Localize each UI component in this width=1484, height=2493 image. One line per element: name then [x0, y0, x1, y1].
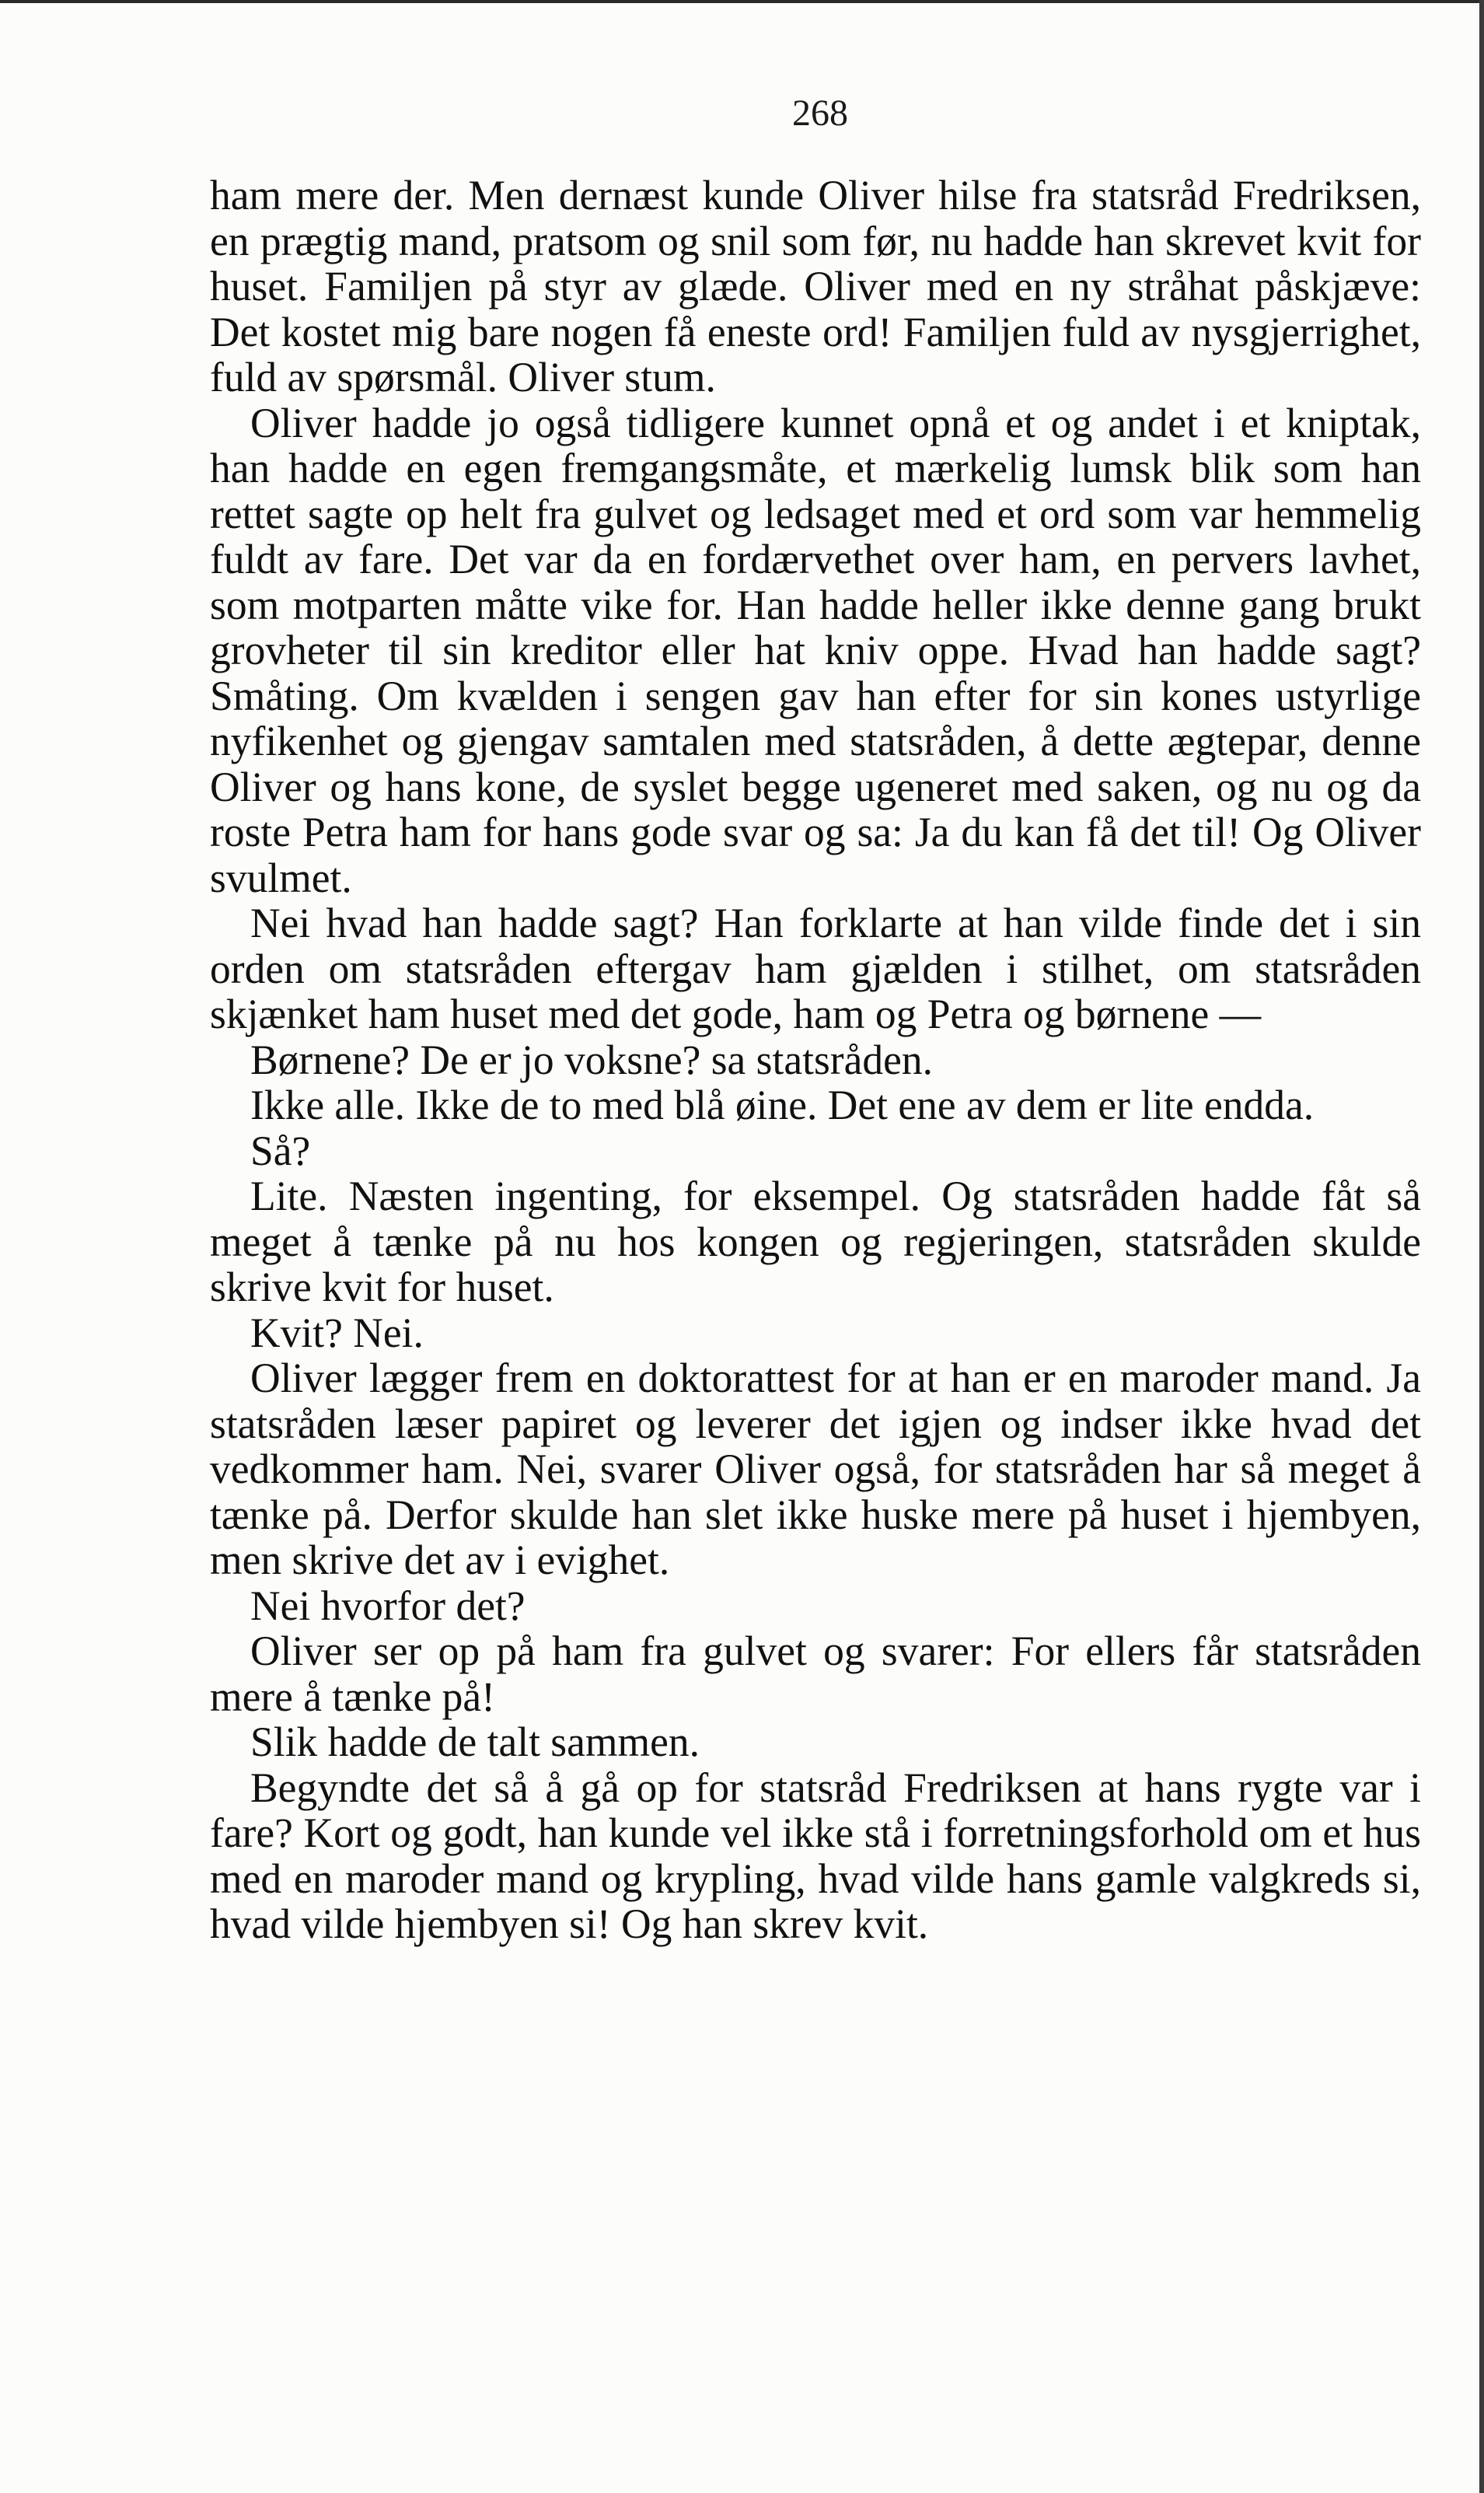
paragraph-4: Børnene? De er jo voksne? sa statsråden.	[250, 1036, 933, 1083]
paragraph-7: Lite. Næsten ingenting, for eksempel. Og statsråden hadde fåt så meget å tænke på nu hos kongen og regjeringen, statsråden skulde skrive kvit for huset.	[210, 1173, 1421, 1310]
paragraph-2: Oliver hadde jo også tidligere kunnet opnå et og andet i et kniptak, han hadde en egen fremgangsmåte, et mærkelig lumsk blik som han rettet sagte op helt fra gulvet og ledsaget med et ord som var hemmelig fuldt av fare. Det var da en fordærvethet over ham, en pervers lavhet, som motparten måtte vike for. Han hadde heller ikke denne gang brukt grovheter til sin kreditor eller hat kniv oppe. Hvad han hadde sagt? Småting. Om kvælden i sengen gav han efter for sin kones ustyrlige nyfikenhet og gjengav samtalen med statsråden, å dette ægtepar, denne Oliver og hans kone, de syslet begge ugeneret med saken, og nu og da roste Petra ham for hans gode svar og sa: Ja du kan få det til! Og Oliver svulmet.	[210, 399, 1421, 901]
paragraph-11: Oliver ser op på ham fra gulvet og svarer: For ellers får statsråden mere å tænke på!	[210, 1628, 1421, 1720]
paragraph-13: Begyndte det så å gå op for statsråd Fredriksen at hans rygte var i fare? Kort og godt, han kunde vel ikke stå i forretningsforhold om et hus med en maroder mand og krypling, hvad vilde hans gamle valgkreds si, hvad vilde hjembyen si! Og han skrev kvit.	[210, 1764, 1421, 1947]
body-text	[210, 173, 1421, 1947]
paragraph-12: Slik hadde de talt sammen.	[250, 1719, 700, 1765]
paragraph-3: Nei hvad han hadde sagt? Han forklarte at han vilde finde det i sin orden om statsråden eftergav ham gjælden i stilhet, om statsråden skjænket ham huset med det gode, ham og Petra og børnene —	[210, 900, 1421, 1037]
page-edge-top	[0, 0, 1484, 3]
paragraph-6: Så?	[250, 1127, 311, 1174]
paragraph-5: Ikke alle. Ikke de to med blå øine. Det ene av dem er lite endda.	[250, 1082, 1315, 1128]
page-number: 268	[792, 93, 848, 134]
paragraph-10: Nei hvorfor det?	[250, 1582, 526, 1629]
page-edge-right	[1479, 0, 1484, 2493]
paragraph-9: Oliver lægger frem en doktorattest for at han er en maroder mand. Ja statsråden læser papiret og leverer det igjen og indser ikke hvad det vedkommer ham. Nei, svarer Oliver også, for statsråden har så meget å tænke på. Derfor skulde han slet ikke huske mere på huset i hjembyen, men skrive det av i evighet.	[210, 1355, 1421, 1583]
paragraph-1: ham mere der. Men dernæst kunde Oliver hilse fra statsråd Fredriksen, en prægtig mand, pratsom og snil som før, nu hadde han skrevet kvit for huset. Familjen på styr av glæde. Oliver med en ny stråhat påskjæve: Det kostet mig bare nogen få eneste ord! Familjen fuld av nysgjerrighet, fuld av spørsmål. Oliver stum.	[210, 172, 1421, 400]
paragraph-8: Kvit? Nei.	[250, 1309, 424, 1356]
